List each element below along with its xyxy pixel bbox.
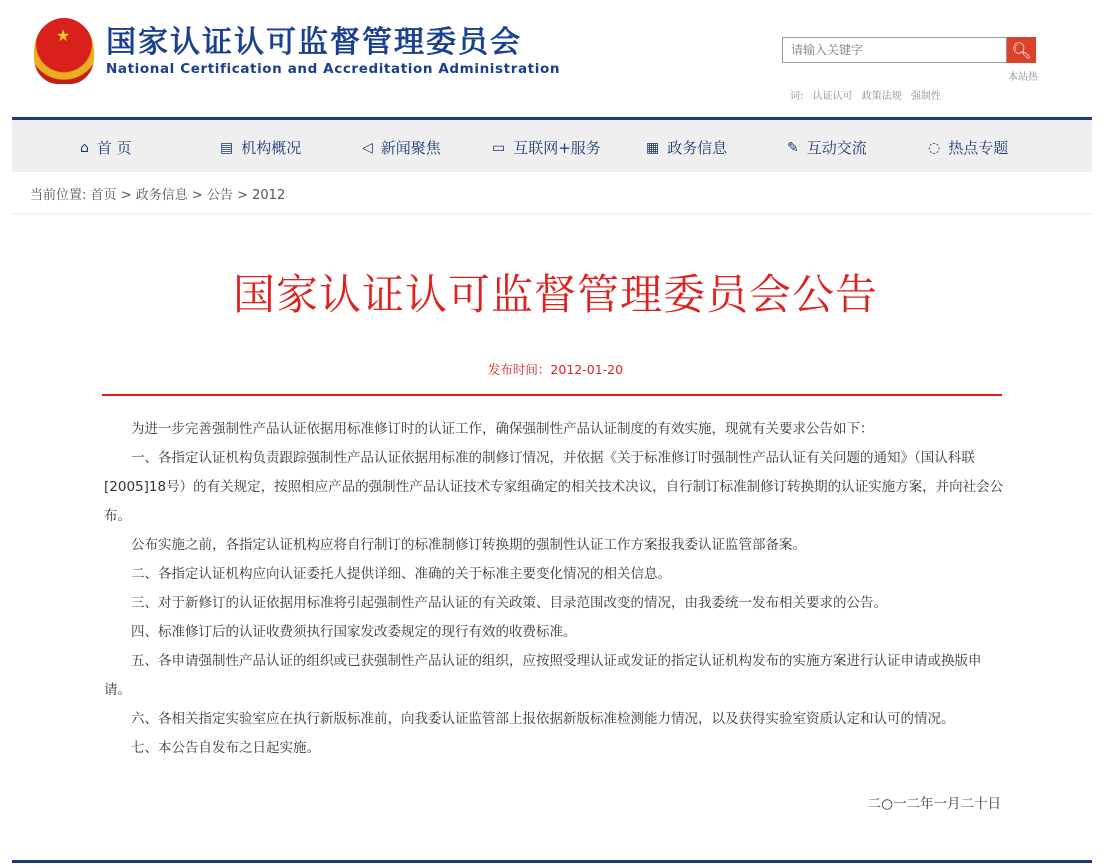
document-icon: ▦ xyxy=(646,139,660,156)
edit-icon: ✎ xyxy=(787,139,799,156)
paragraph: 四、标准修订后的认证收费须执行国家发改委规定的现行有效的收费标准。 xyxy=(131,624,577,640)
main-nav xyxy=(12,117,1092,172)
breadcrumb-notices[interactable]: 公告 xyxy=(206,188,233,203)
search-button[interactable] xyxy=(1007,37,1036,63)
hot-word[interactable]: 政策法规 xyxy=(861,91,902,102)
paragraph: 为进一步完善强制性产品认证依据用标准修订时的认证工作，确保强制性产品认证制度的有效实施，现就有关要求公告如下： xyxy=(131,421,874,437)
nav-government-info[interactable] xyxy=(646,137,727,158)
monitor-icon: ▭ xyxy=(492,139,506,156)
paragraph: 公布实施之前，各指定认证机构应将自行制订的标准制修订转换期的强制性认证工作方案报我委认证监管部备案。 xyxy=(131,537,806,553)
hot-word[interactable]: 认证认可 xyxy=(812,91,853,102)
nav-topics[interactable] xyxy=(928,137,1008,158)
paragraph: 一、各指定认证机构负责跟踪强制性产品认证依据用标准的制修订情况，并依据《关于标准修订时强制性产品认证有关问题的通知》（国认科联[2005]18号）的有关规定，按照相应产品的强制性产品认证技术专家组确定的相关技术决议，自行制订标准制修订转换期的认证实施方案，并向社会公布。 xyxy=(104,450,1004,524)
hot-words-prefix: 词: xyxy=(790,91,804,102)
nav-interaction[interactable] xyxy=(787,137,867,158)
nav-home[interactable] xyxy=(80,137,132,158)
nav-label: 机构概况 xyxy=(241,139,302,157)
nav-label: 互动交流 xyxy=(806,139,867,157)
breadcrumb xyxy=(30,184,285,203)
breadcrumb-prefix: 当前位置: xyxy=(30,188,87,203)
nav-label: 互联网+服务 xyxy=(513,139,601,157)
breadcrumb-separator: > xyxy=(191,188,203,203)
paragraph: 三、对于新修订的认证依据用标准将引起强制性产品认证的有关政策、目录范围改变的情况，由我委统一发布相关要求的公告。 xyxy=(131,595,887,611)
nav-news[interactable] xyxy=(362,137,441,158)
paragraph: 二、各指定认证机构应向认证委托人提供详细、准确的关于标准主要变化情况的相关信息。 xyxy=(131,566,671,582)
hot-words xyxy=(790,87,947,102)
nav-label: 热点专题 xyxy=(948,139,1009,157)
national-emblem-icon: ★ xyxy=(34,18,94,84)
paragraph: 五、各申请强制性产品认证的组织或已获强制性产品认证的组织，应按照受理认证或发证的指定认证机构发布的实施方案进行认证申请或换版申请。 xyxy=(104,653,982,698)
search-icon: 🔍︎ xyxy=(1011,40,1032,60)
divider xyxy=(12,213,1092,215)
site-logo[interactable] xyxy=(34,18,560,84)
search-input[interactable] xyxy=(782,37,1007,63)
paragraph: 六、各相关指定实验室应在执行新版标准前，向我委认证监管部上报依据新版标准检测能力情况，以及获得实验室资质认定和认可的情况。 xyxy=(131,711,955,727)
hot-word[interactable]: 强制性 xyxy=(910,91,941,102)
footer-divider xyxy=(12,860,1092,863)
breadcrumb-home[interactable]: 首页 xyxy=(90,188,117,203)
search-bar xyxy=(782,37,1036,63)
nav-internet-services[interactable] xyxy=(492,137,601,158)
paragraph: 七、本公告自发布之日起实施。 xyxy=(131,740,320,756)
logo-title-cn: 国家认证认可监督管理委员会 xyxy=(106,25,522,60)
nav-label: 首 页 xyxy=(96,139,132,157)
nav-about[interactable] xyxy=(220,137,301,158)
breadcrumb-separator: > xyxy=(120,188,132,203)
logo-title-en: National Certification and Accreditation Administration xyxy=(106,61,561,77)
publish-date: 发布时间：2012-01-20 xyxy=(487,362,624,377)
home-icon: ⌂ xyxy=(80,139,89,156)
list-icon: ▤ xyxy=(220,139,234,156)
article-title: 国家认证认可监督管理委员会公告 xyxy=(232,270,878,319)
breadcrumb-government-info[interactable]: 政务信息 xyxy=(135,188,188,203)
article-body xyxy=(104,415,1004,763)
hot-words-label: 本站热 xyxy=(1008,72,1038,83)
signature-date: 二○一二年一月二十日 xyxy=(867,796,1001,812)
breadcrumb-year[interactable]: 2012 xyxy=(252,188,286,203)
megaphone-icon: ◁ xyxy=(362,139,373,156)
breadcrumb-separator: > xyxy=(237,188,248,203)
nav-label: 新闻聚焦 xyxy=(380,139,441,157)
chat-icon: ◌ xyxy=(928,139,941,156)
nav-label: 政务信息 xyxy=(667,139,728,157)
title-divider xyxy=(102,394,1002,396)
